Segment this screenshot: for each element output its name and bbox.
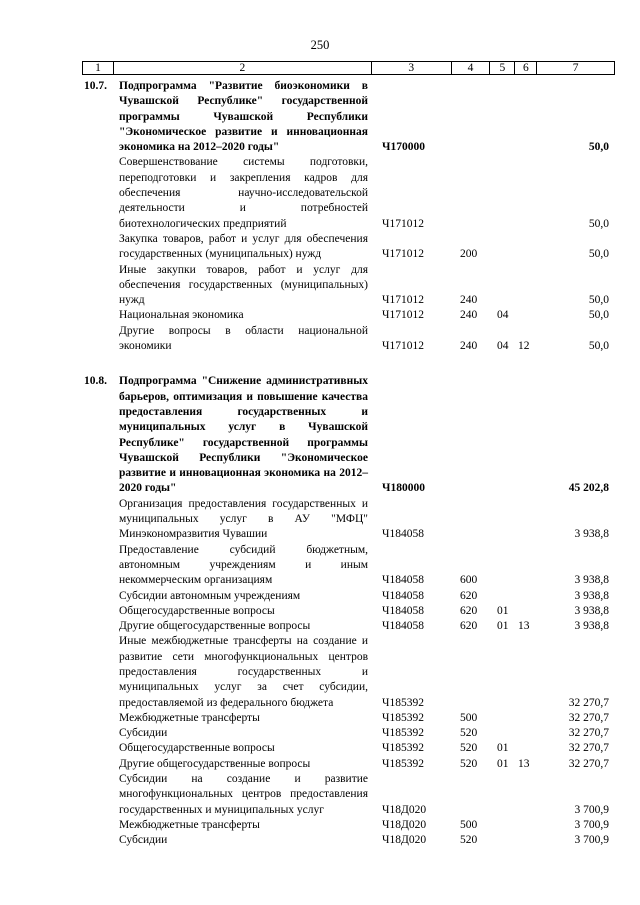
row-target-code: Ч18Д020 (382, 834, 427, 847)
row-expense-type: 240 (460, 340, 478, 353)
row-target-code: Ч184058 (382, 620, 424, 633)
row-name: Другие общегосударственные вопросы (119, 620, 311, 633)
row-amount: 3 700,9 (574, 834, 609, 847)
row-expense-type: 500 (460, 711, 478, 724)
row-amount: 50,0 (588, 340, 609, 353)
row-name: Иные закупки товаров, работ и услуг для обеспечения государственных (муниципальных) нужд (119, 263, 368, 307)
row-amount: 50,0 (588, 141, 609, 154)
row-name: Подпрограмма "Снижение административных барьеров, оптимизация и повышение качества предоставления государственных и муниципальных услуг в Чувашской Республике" государственной программы Чувашской Республики "Экономическое развитие и инновационная экономика на 2012–2020 годы" (119, 375, 368, 495)
header-col-5: 5 (490, 62, 515, 74)
row-amount: 3 700,9 (574, 818, 609, 831)
row-name: Субсидии на создание и развитие многофункциональных центров предоставления государственных и муниципальных услуг (119, 773, 368, 816)
table-row (82, 374, 615, 496)
row-section: 01 (497, 604, 509, 617)
row-amount: 3 938,8 (574, 589, 609, 602)
row-expense-type: 520 (460, 834, 478, 847)
row-expense-type: 620 (460, 589, 478, 602)
row-target-code: Ч184058 (382, 528, 424, 541)
table-header (82, 61, 615, 75)
header-col-6: 6 (515, 62, 537, 74)
row-name: Общегосударственные вопросы (119, 742, 275, 755)
row-name: Межбюджетные трансферты (119, 711, 260, 724)
row-expense-type: 520 (460, 757, 478, 770)
row-name: Национальная экономика (119, 309, 244, 322)
row-amount: 32 270,7 (568, 757, 609, 770)
row-subsection: 13 (518, 757, 530, 770)
row-target-code: Ч170000 (382, 141, 425, 154)
row-name: Совершенствование системы подготовки, переподготовки и закрепления кадров для обеспечения научно-исследовательской деятельности и потребностей биотехнологических предприятий (119, 156, 368, 230)
table-row (82, 79, 615, 155)
row-expense-type: 600 (460, 574, 478, 587)
header-col-1: 1 (83, 62, 114, 74)
table-row (82, 634, 615, 710)
header-col-2: 2 (114, 62, 372, 74)
row-name: Другие вопросы в области национальной экономики (119, 324, 368, 353)
row-number: 10.8. (84, 375, 107, 388)
row-amount: 3 938,8 (574, 528, 609, 541)
row-subsection: 12 (518, 340, 530, 353)
row-target-code: Ч185392 (382, 727, 424, 740)
row-amount: 3 938,8 (574, 574, 609, 587)
row-amount: 50,0 (588, 217, 609, 230)
row-subsection: 13 (518, 620, 530, 633)
row-target-code: Ч184058 (382, 604, 424, 617)
table-row (82, 324, 615, 355)
row-target-code: Ч171012 (382, 340, 424, 353)
row-name: Общегосударственные вопросы (119, 604, 275, 617)
row-number: 10.7. (84, 80, 107, 92)
table-row (82, 155, 615, 231)
table-row (82, 833, 615, 848)
row-target-code: Ч18Д020 (382, 818, 427, 831)
table-row (82, 232, 615, 263)
table-row (82, 757, 615, 772)
row-section: 01 (497, 757, 509, 770)
row-amount: 3 938,8 (574, 604, 609, 617)
row-name: Другие общегосударственные вопросы (119, 757, 311, 770)
table-row (82, 772, 615, 818)
row-target-code: Ч18Д020 (382, 803, 427, 816)
row-name: Иные межбюджетные трансферты на создание и развитие сети многофункциональных центров предоставления государственных и муниципальных услуг за счет субсидии, предоставляемой из федерального бюджета (119, 635, 368, 709)
table-row (82, 726, 615, 741)
row-amount: 3 938,8 (574, 620, 609, 633)
table-row (82, 604, 615, 619)
table-row (82, 711, 615, 726)
header-col-7: 7 (572, 62, 579, 74)
row-target-code: Ч185392 (382, 742, 424, 755)
row-target-code: Ч171012 (382, 294, 424, 307)
table-row (82, 818, 615, 833)
row-expense-type: 520 (460, 742, 478, 755)
header-col-4: 4 (452, 62, 491, 74)
row-target-code: Ч171012 (382, 217, 424, 230)
row-amount: 32 270,7 (568, 711, 609, 724)
row-amount: 50,0 (588, 294, 609, 307)
table-body (82, 79, 615, 849)
row-section: 04 (497, 309, 509, 322)
row-name: Субсидии (119, 727, 168, 740)
row-amount: 32 270,7 (568, 742, 609, 755)
row-name: Субсидии автономным учреждениям (119, 589, 301, 602)
row-expense-type: 500 (460, 818, 478, 831)
row-expense-type: 240 (460, 294, 478, 307)
row-expense-type: 620 (460, 604, 478, 617)
table-row (82, 497, 615, 543)
table-row (82, 589, 615, 604)
row-target-code: Ч185392 (382, 757, 424, 770)
row-amount: 32 270,7 (568, 696, 609, 709)
row-target-code: Ч180000 (382, 482, 425, 495)
row-amount: 50,0 (588, 248, 609, 261)
table-row (82, 263, 615, 309)
table-row (82, 619, 615, 634)
row-expense-type: 200 (460, 248, 478, 261)
table-row (82, 308, 615, 323)
row-section: 04 (497, 340, 509, 353)
row-name: Межбюджетные трансферты (119, 818, 260, 831)
row-amount: 45 202,8 (568, 482, 609, 495)
row-target-code: Ч171012 (382, 248, 424, 261)
row-target-code: Ч184058 (382, 574, 424, 587)
page-number: 250 (310, 38, 330, 52)
row-amount: 3 700,9 (574, 803, 609, 816)
row-section: 01 (497, 742, 509, 755)
row-name: Субсидии (119, 834, 168, 847)
row-target-code: Ч184058 (382, 589, 424, 602)
header-col-3: 3 (372, 62, 452, 74)
row-target-code: Ч185392 (382, 696, 424, 709)
row-expense-type: 240 (460, 309, 478, 322)
row-name: Закупка товаров, работ и услуг для обеспечения государственных (муниципальных) нужд (119, 232, 368, 261)
row-section: 01 (497, 620, 509, 633)
row-expense-type: 520 (460, 727, 478, 740)
row-name: Организация предоставления государственных и муниципальных услуг в АУ "МФЦ" Минэкономразвития Чувашии (119, 497, 368, 541)
table-row (82, 741, 615, 756)
row-name: Предоставление субсидий бюджетным, автономным учреждениям и иным некоммерческим организациям (119, 543, 368, 587)
row-amount: 50,0 (588, 309, 609, 322)
row-amount: 32 270,7 (568, 727, 609, 740)
row-target-code: Ч171012 (382, 309, 424, 322)
row-target-code: Ч185392 (382, 711, 424, 724)
row-expense-type: 620 (460, 620, 478, 633)
row-name: Подпрограмма "Развитие биоэкономики в Чувашской Республике" государственной программы Чувашской Республики "Экономическое развитие и инновационная экономика на 2012–2020 годы" (119, 80, 368, 154)
table-row (82, 543, 615, 589)
